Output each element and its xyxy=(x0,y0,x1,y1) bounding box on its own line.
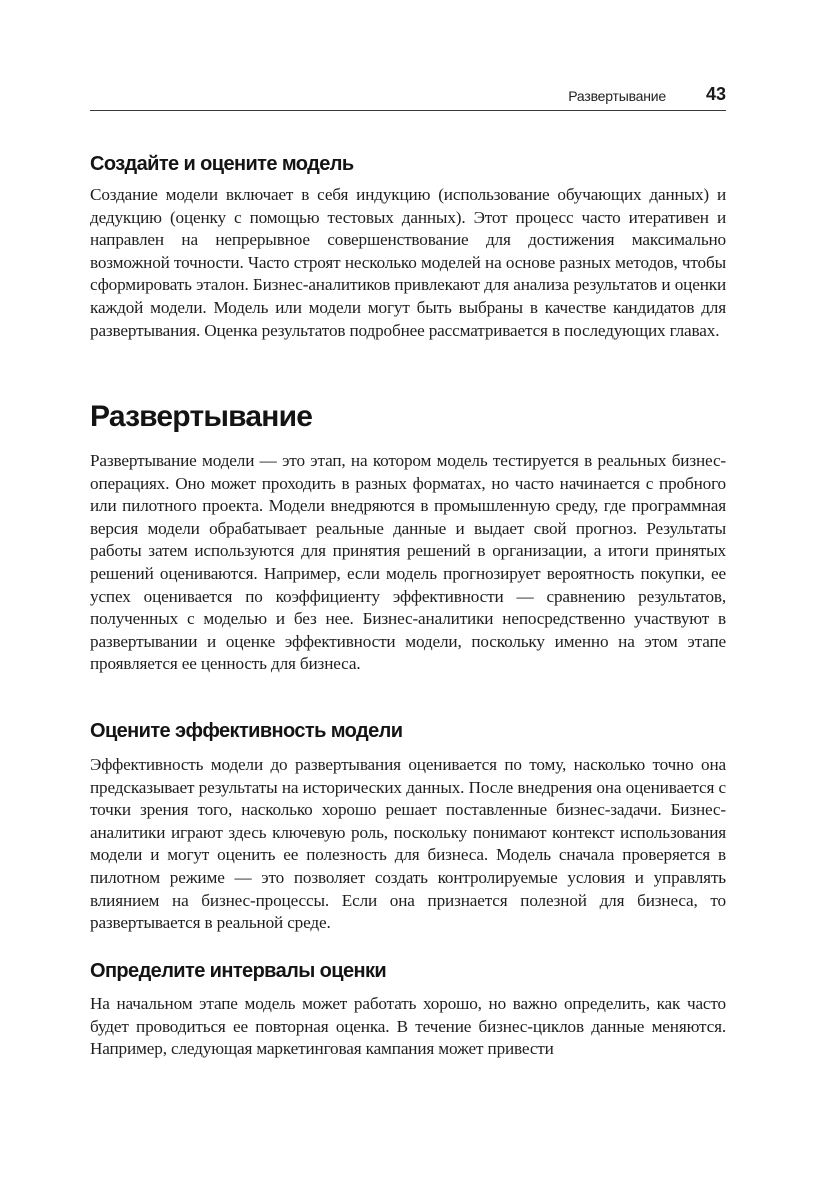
paragraph-build-model: Создание модели включает в себя индукцию (использование обучающих данных) и дедукцию (оценку с помощью тестовых данных). Этот процесс часто итеративен и направлен на непрерывное совершенствование для достижения максимально возможной точности. Часто строят несколько моделей на основе разных методов, чтобы сформировать эталон. Бизнес-аналитиков привлекают для анализа результатов и оценки каждой модели. Модель или модели могут быть выбраны в качестве кандидатов для развертывания. Оценка результатов подробнее рассматривается в последующих главах. xyxy=(90,185,726,340)
section-heading-build-model: Создайте и оцените модель xyxy=(90,153,354,175)
running-header xyxy=(90,84,726,111)
paragraph-deployment: Развертывание модели — это этап, на котором модель тестируется в реальных бизнес-операциях. Оно может проходить в разных форматах, но часто начинается с пробного или пилотного проекта. Модели внедряются в промышленную среду, где программная версия модели обрабатывает реальные данные и выдает свой прогноз. Результаты работы затем используются для принятия решений в организации, а итоги принятых решений оцениваются. Например, если модель прогнозирует вероятность покупки, ее успех оценивается по коэффициенту эффективности — сравнению результатов, полученных с моделью и без нее. Бизнес-аналитики непосредственно участвуют в развертывании и оценке эффективности модели, поскольку именно на этом этапе проявляется ее ценность для бизнеса. xyxy=(90,451,726,674)
running-title: Развертывание xyxy=(568,88,666,104)
section-heading-evaluate: Оцените эффективность модели xyxy=(90,720,403,742)
paragraph-intervals: На начальном этапе модель может работать хорошо, но важно определить, как часто будет проводиться ее повторная оценка. В течение бизнес-циклов данные меняются. Например, следующая маркетинговая кампания может привести xyxy=(90,994,726,1059)
paragraph-evaluate: Эффективность модели до развертывания оценивается по тому, насколько точно она предсказывает результаты на исторических данных. После внедрения она оценивается с точки зрения того, насколько хорошо решает поставленные бизнес-задачи. Бизнес-аналитики играют здесь ключевую роль, поскольку понимают контекст использования модели и могут оценить ее полезность для бизнеса. Модель сначала проверяется в пилотном режиме — это позволяет создать контролируемые условия и управлять влиянием на бизнес-процессы. Если она признается полезной для бизнеса, то развертывается в реальной среде. xyxy=(90,755,726,933)
chapter-heading-deployment: Развертывание xyxy=(90,400,313,433)
page-number: 43 xyxy=(705,84,726,104)
section-heading-intervals: Определите интервалы оценки xyxy=(90,960,387,982)
